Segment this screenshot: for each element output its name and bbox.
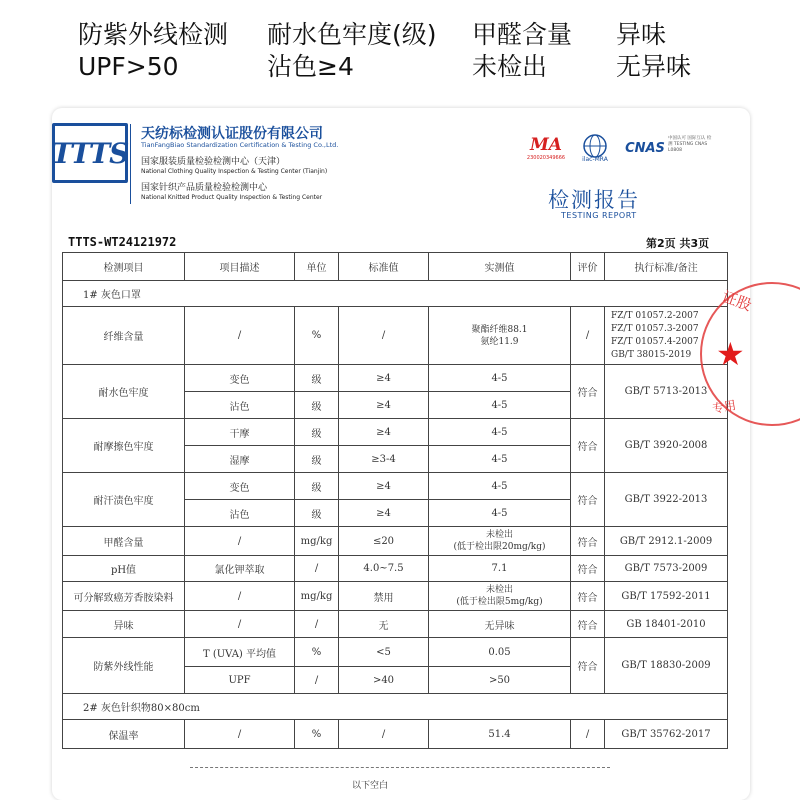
formaldehyde-measured-1: 未检出 (485, 530, 513, 540)
seal-text-top: 证股 (719, 287, 755, 315)
azo-std: 禁用 (339, 582, 429, 611)
sweat-standard: GB/T 3922-2013 (605, 473, 728, 527)
fiber-standard-1: FZ/T 01057.2-2007 (611, 310, 699, 321)
water-item: 耐水色牢度 (63, 365, 185, 419)
spec-summary-bar (0, 0, 800, 120)
sweat-item: 耐汗渍色牢度 (63, 473, 185, 527)
water-measured-2: 4-5 (429, 392, 571, 419)
uv-measured-1: 0.05 (429, 638, 571, 667)
uv-std-1: <5 (339, 638, 429, 667)
uv-item: 防紫外线性能 (63, 638, 185, 694)
formaldehyde-unit: mg/kg (295, 527, 339, 556)
col-header-desc: 项目描述 (185, 253, 295, 281)
org-name-en: TianFangBiao Standardization Certification & Testing Co.,Ltd. (141, 141, 339, 149)
rub-std-1: ≥4 (339, 419, 429, 446)
sweat-unit-2: 级 (295, 500, 339, 527)
fiber-eval: / (571, 307, 605, 365)
uv-std-2: >40 (339, 667, 429, 694)
sweat-eval: 符合 (571, 473, 605, 527)
cma-mark-number: 230020349666 (526, 155, 566, 161)
uv-standard: GB/T 18830-2009 (605, 638, 728, 694)
water-std-1: ≥4 (339, 365, 429, 392)
spec-uv-value: UPF>50 (78, 52, 179, 81)
fiber-desc: / (185, 307, 295, 365)
odor-desc: / (185, 611, 295, 638)
sweat-unit-1: 级 (295, 473, 339, 500)
formaldehyde-item: 甲醛含量 (63, 527, 185, 556)
ilac-mra-cert-mark (575, 132, 615, 164)
warmth-desc: / (185, 720, 295, 749)
formaldehyde-desc: / (185, 527, 295, 556)
rub-measured-2: 4-5 (429, 446, 571, 473)
col-header-standard: 标准值 (339, 253, 429, 281)
uv-measured-2: >50 (429, 667, 571, 694)
sweat-std-1: ≥4 (339, 473, 429, 500)
cma-cert-mark (522, 132, 570, 164)
org-name-cn: 天纺标检测认证股份有限公司 (141, 126, 323, 142)
table-row (63, 720, 728, 749)
report-title: 检测报告 (548, 188, 640, 212)
rub-unit-1: 级 (295, 419, 339, 446)
table-row (63, 611, 728, 638)
water-desc-1: 变色 (185, 365, 295, 392)
center1-cn: 国家服装质量检验检测中心（天津） (141, 157, 286, 167)
uv-desc-2: UPF (185, 667, 295, 694)
group-row-2 (63, 694, 728, 720)
sweat-std-2: ≥4 (339, 500, 429, 527)
table-row (63, 419, 728, 446)
odor-item: 异味 (63, 611, 185, 638)
logo-divider (130, 124, 131, 204)
uv-unit-1: % (295, 638, 339, 667)
cnas-cert-mark (622, 132, 668, 164)
results-table (62, 252, 728, 749)
col-header-unit: 单位 (295, 253, 339, 281)
table-row (63, 638, 728, 667)
water-unit-1: 级 (295, 365, 339, 392)
water-standard: GB/T 5713-2013 (605, 365, 728, 419)
odor-standard: GB 18401-2010 (605, 611, 728, 638)
sweat-measured-2: 4-5 (429, 500, 571, 527)
spec-formaldehyde-name: 甲醛含量 (472, 20, 573, 49)
formaldehyde-standard: GB/T 2912.1-2009 (605, 527, 728, 556)
group-label-1: 1# 灰色口罩 (63, 281, 728, 307)
blank-below-note: 以下空白 (352, 781, 389, 791)
center2-en: National Knitted Product Quality Inspection & Testing Center (141, 194, 323, 201)
rub-measured-1: 4-5 (429, 419, 571, 446)
table-row (63, 473, 728, 500)
sweat-measured-1: 4-5 (429, 473, 571, 500)
warmth-std: / (339, 720, 429, 749)
formaldehyde-std: ≤20 (339, 527, 429, 556)
uv-desc-1: T (UVA) 平均值 (185, 638, 295, 667)
uv-unit-2: / (295, 667, 339, 694)
group-label-2: 2# 灰色针织物80×80cm (63, 694, 728, 720)
spec-water-value: 沾色≥4 (267, 52, 354, 81)
rub-eval: 符合 (571, 419, 605, 473)
water-measured-1: 4-5 (429, 365, 571, 392)
water-desc-2: 沾色 (185, 392, 295, 419)
azo-desc: / (185, 582, 295, 611)
rub-unit-2: 级 (295, 446, 339, 473)
seal-star-icon: ★ (716, 335, 745, 373)
ph-eval: 符合 (571, 556, 605, 582)
fiber-measured-2: 氨纶11.9 (480, 336, 519, 347)
ttts-logo-text: TTTS (51, 136, 129, 170)
rub-item: 耐摩擦色牢度 (63, 419, 185, 473)
warmth-unit: % (295, 720, 339, 749)
rub-desc-1: 干摩 (185, 419, 295, 446)
odor-measured: 无异味 (429, 611, 571, 638)
azo-measured-2: (低于检出限5mg/kg) (456, 597, 543, 607)
page-info: 第2页 共3页 (646, 237, 710, 250)
table-header-row (63, 253, 728, 281)
cnas-mark-text: CNAS (625, 140, 665, 156)
report-number: TTTS-WT24121972 (68, 235, 177, 249)
fiber-std: / (339, 307, 429, 365)
warmth-measured: 51.4 (429, 720, 571, 749)
odor-eval: 符合 (571, 611, 605, 638)
ttts-logo (52, 123, 128, 183)
rub-std-2: ≥3-4 (339, 446, 429, 473)
group-row-1 (63, 281, 728, 307)
fiber-standard-3: FZ/T 01057.4-2007 (611, 336, 699, 347)
end-divider (190, 767, 610, 768)
cnas-note: 中国认可 国际互认 检测 TESTING CNAS L0808 (668, 136, 712, 153)
azo-unit: mg/kg (295, 582, 339, 611)
spec-odor-name: 异味 (616, 20, 667, 49)
rub-standard: GB/T 3920-2008 (605, 419, 728, 473)
col-header-measured: 实测值 (429, 253, 571, 281)
fiber-standard-4: GB/T 38015-2019 (611, 349, 692, 360)
table-row (63, 582, 728, 611)
warmth-standard: GB/T 35762-2017 (605, 720, 728, 749)
col-header-item: 检测项目 (63, 253, 185, 281)
ph-unit: / (295, 556, 339, 582)
ph-measured: 7.1 (429, 556, 571, 582)
azo-measured (429, 582, 571, 611)
warmth-item: 保温率 (63, 720, 185, 749)
col-header-eval: 评价 (571, 253, 605, 281)
water-eval: 符合 (571, 365, 605, 419)
fiber-item: 纤维含量 (63, 307, 185, 365)
center2-cn: 国家针织产品质量检验检测中心 (141, 183, 268, 193)
table-row (63, 556, 728, 582)
formaldehyde-eval: 符合 (571, 527, 605, 556)
table-row (63, 527, 728, 556)
spec-water-name: 耐水色牢度(级) (267, 20, 437, 49)
sweat-desc-2: 沾色 (185, 500, 295, 527)
seal-text-bottom: 专用 (711, 398, 738, 416)
col-header-exec-standard: 执行标准/备注 (605, 253, 728, 281)
warmth-eval: / (571, 720, 605, 749)
formaldehyde-measured-2: (低于检出限20mg/kg) (453, 542, 546, 552)
spec-odor-value: 无异味 (616, 52, 692, 81)
ilac-mark-text: ilac-MRA (582, 156, 608, 163)
azo-eval: 符合 (571, 582, 605, 611)
formaldehyde-measured (429, 527, 571, 556)
ph-standard: GB/T 7573-2009 (605, 556, 728, 582)
table-row (63, 365, 728, 392)
fiber-measured (429, 307, 571, 365)
azo-item: 可分解致癌芳香胺染料 (63, 582, 185, 611)
azo-standard: GB/T 17592-2011 (605, 582, 728, 611)
odor-unit: / (295, 611, 339, 638)
odor-std: 无 (339, 611, 429, 638)
center1-en: National Clothing Quality Inspection & Testing Center (Tianjin) (141, 168, 328, 175)
sweat-desc-1: 变色 (185, 473, 295, 500)
ph-std: 4.0~7.5 (339, 556, 429, 582)
spec-uv-name: 防紫外线检测 (78, 20, 229, 49)
azo-measured-1: 未检出 (485, 585, 513, 595)
ph-desc: 氯化钾萃取 (185, 556, 295, 582)
uv-eval: 符合 (571, 638, 605, 694)
fiber-measured-1: 聚酯纤维88.1 (471, 324, 528, 335)
report-subtitle: TESTING REPORT (561, 211, 637, 220)
water-std-2: ≥4 (339, 392, 429, 419)
spec-formaldehyde-value: 未检出 (472, 52, 548, 81)
water-unit-2: 级 (295, 392, 339, 419)
ph-item: pH值 (63, 556, 185, 582)
fiber-unit: % (295, 307, 339, 365)
fiber-standard-2: FZ/T 01057.3-2007 (611, 323, 699, 334)
table-row (63, 307, 728, 365)
rub-desc-2: 湿摩 (185, 446, 295, 473)
cma-mark-text: MA (529, 135, 562, 155)
